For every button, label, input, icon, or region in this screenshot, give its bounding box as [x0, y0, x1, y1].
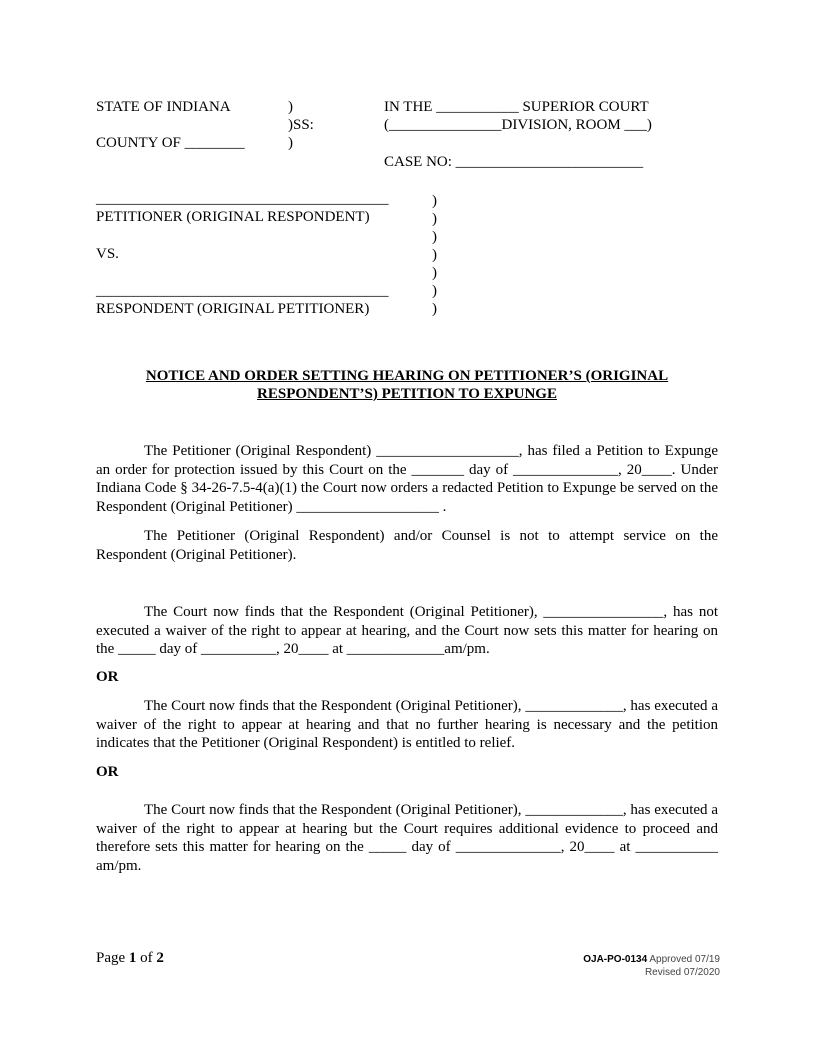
page-of: of	[136, 950, 157, 966]
caption-paren: )	[432, 247, 437, 263]
caption-paren: )	[288, 135, 293, 151]
court-division-line: (_______________DIVISION, ROOM ___)	[384, 117, 652, 133]
page-current: 1	[128, 950, 137, 966]
caption-paren: )	[288, 99, 293, 115]
page-number	[96, 950, 164, 967]
or-separator: OR	[96, 764, 119, 780]
paragraph-text: The Court now finds that the Respondent (Original Petitioner), _____________, has executed a waiver of the right to appear at hearing and that no further hearing is necessary and the petition indicates that the Petitioner (Original Respondent) is entitled to relief.	[96, 698, 718, 751]
page-total: 2	[156, 950, 164, 966]
paragraph-text: The Petitioner (Original Respondent) ___________________, has filed a Petition to Expunge an order for protection issued by this Court on the _______ day of ______________, 20____. Under Indiana Code § 34-26-7.5-4(a)(1) the Court now orders a redacted Petition to Expunge be served on the Respondent (Original Petitioner) ___________________ .	[96, 443, 718, 515]
caption-paren: )	[432, 193, 437, 209]
form-code: OJA-PO-0134	[583, 954, 648, 965]
form-info	[583, 953, 720, 979]
caption-paren: )	[432, 229, 437, 245]
title-line-1: NOTICE AND ORDER SETTING HEARING ON PETITIONER’S (ORIGINAL	[145, 368, 669, 384]
document-title	[96, 367, 718, 403]
paragraph-filing	[96, 442, 718, 516]
caption-paren: )	[432, 211, 437, 227]
or-separator: OR	[96, 669, 119, 685]
vs-label: VS.	[96, 246, 119, 262]
state-label: STATE OF INDIANA	[96, 99, 231, 115]
page-prefix: Page	[96, 950, 129, 966]
petitioner-name-line: _______________________________________	[96, 191, 389, 207]
title-line-2: RESPONDENT’S) PETITION TO EXPUNGE	[257, 386, 557, 402]
paragraph-waiver-hearing	[96, 801, 718, 875]
caption-paren: )	[432, 283, 437, 299]
revised-date: Revised 07/2020	[644, 967, 720, 978]
case-number: CASE NO: _________________________	[384, 154, 644, 170]
petitioner-label: PETITIONER (ORIGINAL RESPONDENT)	[96, 209, 370, 225]
paragraph-text: The Petitioner (Original Respondent) and/or Counsel is not to attempt service on the Respondent (Original Petitioner).	[96, 528, 718, 563]
caption-ss: )SS:	[288, 117, 314, 133]
approved-date: Approved 07/19	[647, 954, 720, 965]
paragraph-text: The Court now finds that the Respondent (Original Petitioner), _____________, has executed a waiver of the right to appear at hearing but the Court requires additional evidence to proceed and therefore sets this matter for hearing on the _____ day of ______________, 20____ at ___________ am/pm.	[96, 802, 718, 874]
respondent-label: RESPONDENT (ORIGINAL PETITIONER)	[96, 301, 370, 317]
respondent-name-line: _______________________________________	[96, 283, 389, 299]
court-name-line: IN THE ___________ SUPERIOR COURT	[384, 99, 649, 115]
caption-paren: )	[432, 301, 437, 317]
caption-paren: )	[432, 265, 437, 281]
paragraph-no-waiver	[96, 603, 718, 659]
paragraph-waiver-relief	[96, 697, 718, 753]
paragraph-service	[96, 527, 718, 564]
paragraph-text: The Court now finds that the Respondent (Original Petitioner), ________________, has not executed a waiver of the right to appear at hearing, and the Court now sets this matter for hearing on the _____ day of __________, 20____ at _____________am/pm.	[96, 604, 718, 657]
county-label: COUNTY OF ________	[96, 135, 245, 151]
